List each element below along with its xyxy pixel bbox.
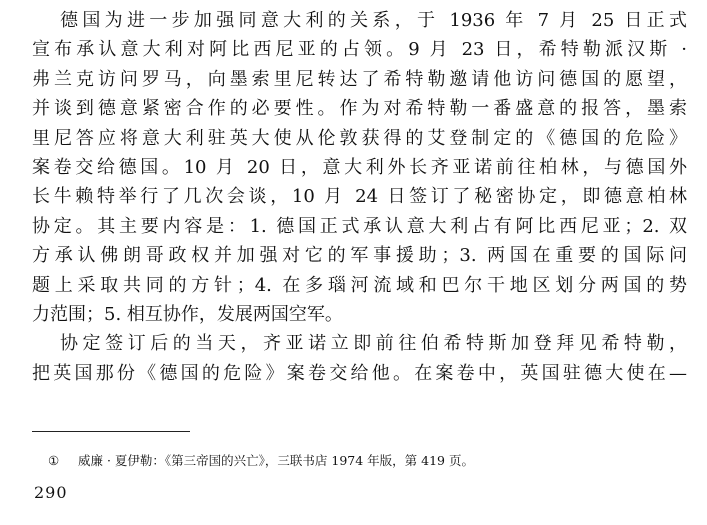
text-line: 题上采取共同的方针；4. 在多瑙河流域和巴尔干地区划分两国的势: [32, 274, 687, 296]
text-line: 力范围；5. 相互协作，发展两国空军。: [32, 303, 343, 325]
body-text: [32, 6, 687, 388]
text-line: 里尼答应将意大利驻英大使从伦敦获得的艾登制定的《德国的危险》: [32, 127, 687, 149]
text-line: 并谈到德意紧密合作的必要性。作为对希特勒一番盛意的报答，墨索: [32, 98, 687, 120]
footnote-divider: [32, 431, 190, 432]
text-line: 弗兰克访问罗马，向墨索里尼转达了希特勒邀请他访问德国的愿望，: [32, 68, 687, 90]
footnote-mark: ①: [48, 453, 60, 468]
footnote: [48, 453, 474, 469]
footnote-text: 威廉 · 夏伊勒：《第三帝国的兴亡》，三联书店 1974 年版，第 419 页。: [78, 453, 474, 468]
text-line: 长牛赖特举行了几次会谈，10 月 24 日签订了秘密协定，即德意柏林: [32, 186, 687, 208]
text-line: 协定签订后的当天，齐亚诺立即前往伯希特斯加登拜见希特勒，: [60, 333, 687, 355]
text-line: 德国为进一步加强同意大利的关系，于 1936 年 7 月 25 日正式: [60, 10, 687, 31]
text-line: 把英国那份《德国的危险》案卷交给他。在案卷中，英国驻德大使在—: [32, 362, 687, 384]
text-line: 方承认佛朗哥政权并加强对它的军事援助；3. 两国在重要的国际问: [32, 245, 687, 267]
text-line: 协定。其主要内容是：1. 德国正式承认意大利占有阿比西尼亚；2. 双: [32, 215, 687, 237]
page-number: 290: [34, 483, 68, 502]
text-line: 宣布承认意大利对阿比西尼亚的占领。9 月 23 日，希特勒派汉斯 ·: [32, 39, 687, 61]
text-line: 案卷交给德国。10 月 20 日，意大利外长齐亚诺前往柏林，与德国外: [32, 156, 687, 178]
